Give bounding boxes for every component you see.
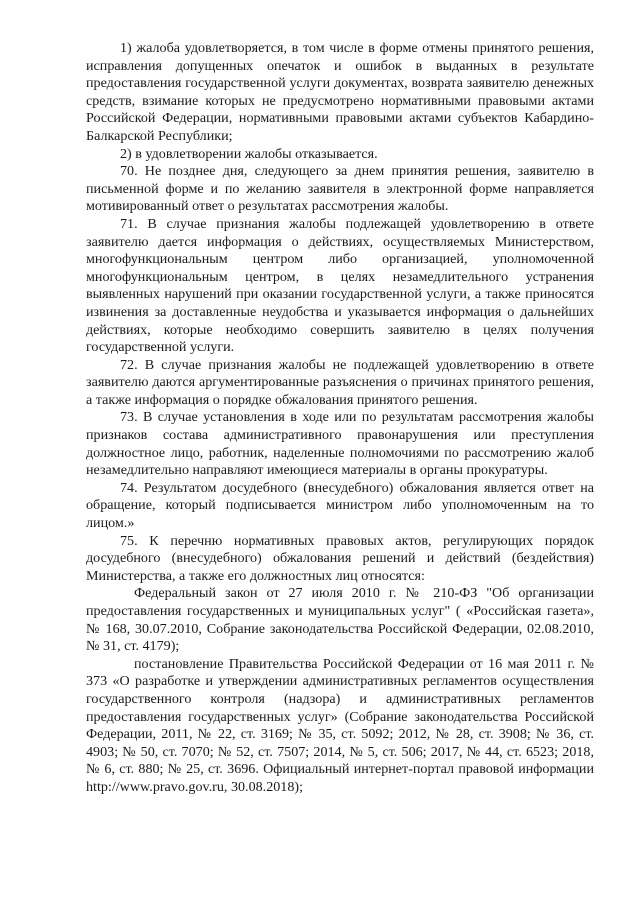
paragraph-74: 74. Результатом досудебного (внесудебного) обжалования является ответ на обращение, который подписывается министром либо уполномоченным на то лицом.» [86, 479, 594, 532]
paragraph-federal-law: Федеральный закон от 27 июля 2010 г. № 210-ФЗ "Об организации предоставления государственных и муниципальных услуг" ( «Российская газета», № 168, 30.07.2010, Собрание законодательства Российской Федерации, 02.08.2010, № 31, ст. 4179); [86, 585, 594, 655]
paragraph-70: 70. Не позднее дня, следующего за днем принятия решения, заявителю в письменной форме и по желанию заявителя в электронной форме направляется мотивированный ответ о результатах рассмотрения жалобы. [86, 163, 594, 215]
paragraph-71: 71. В случае признания жалобы подлежащей удовлетворению в ответе заявителю дается информация о действиях, осуществляемых Министерством, многофункциональным центром либо организацией, уполномоченной многофункциональным центром, в целях незамедлительного устранения выявленных нарушений при оказании государственной услуги, а также приносятся извинения за доставленные неудобства и указывается информация о дальнейших действиях, которые необходимо совершить заявителю в целях получения государственной услуги. [86, 215, 594, 356]
paragraph-75: 75. К перечню нормативных правовых актов, регулирующих порядок досудебного (внесудебного) обжалования решений и действий (бездействия) Министерства, а также его должностных лиц относятся: [86, 532, 594, 584]
document-body [86, 40, 594, 797]
paragraph-decision-refused: 2) в удовлетворении жалобы отказывается. [120, 145, 378, 162]
paragraph-73: 73. В случае установления в ходе или по результатам рассмотрения жалобы признаков состава административного правонарушения или преступления должностное лицо, работник, наделенные полномочиями по рассмотрению жалоб незамедлительно направляют имеющиеся материалы в органы прокуратуры. [86, 409, 594, 479]
paragraph-decision-satisfied: 1) жалоба удовлетворяется, в том числе в форме отмены принятого решения, исправления допущенных опечаток и ошибок в выданных в результате предоставления государственной услуги документах, возврата заявителю денежных средств, взимание которых не предусмотрено нормативными правовыми актами Российской Федерации, нормативными правовыми актами субъектов Кабардино-Балкарской Республики; [86, 40, 594, 144]
paragraph-72: 72. В случае признания жалобы не подлежащей удовлетворению в ответе заявителю даются аргументированные разъяснения о причинах принятого решения, а также информация о порядке обжалования принятого решения. [86, 356, 594, 408]
paragraph-government-decree: постановление Правительства Российской Федерации от 16 мая 2011 г. № 373 «О разработке и утверждении административных регламентов осуществления государственного контроля (надзора) и административных регламентов предоставления государственных услуг» (Собрание законодательства Российской Федерации, 2011, № 22, ст. 3169; № 35, ст. 5092; 2012, № 28, ст. 3908; № 36, ст. 4903; № 50, ст. 7070; № 52, ст. 7507; 2014, № 5, ст. 506; 2017, № 44, ст. 6523; 2018, № 6, ст. 880; № 25, ст. 3696. Официальный интернет-портал правовой информации http://www.pravo.gov.ru, 30.08.2018); [86, 655, 594, 795]
